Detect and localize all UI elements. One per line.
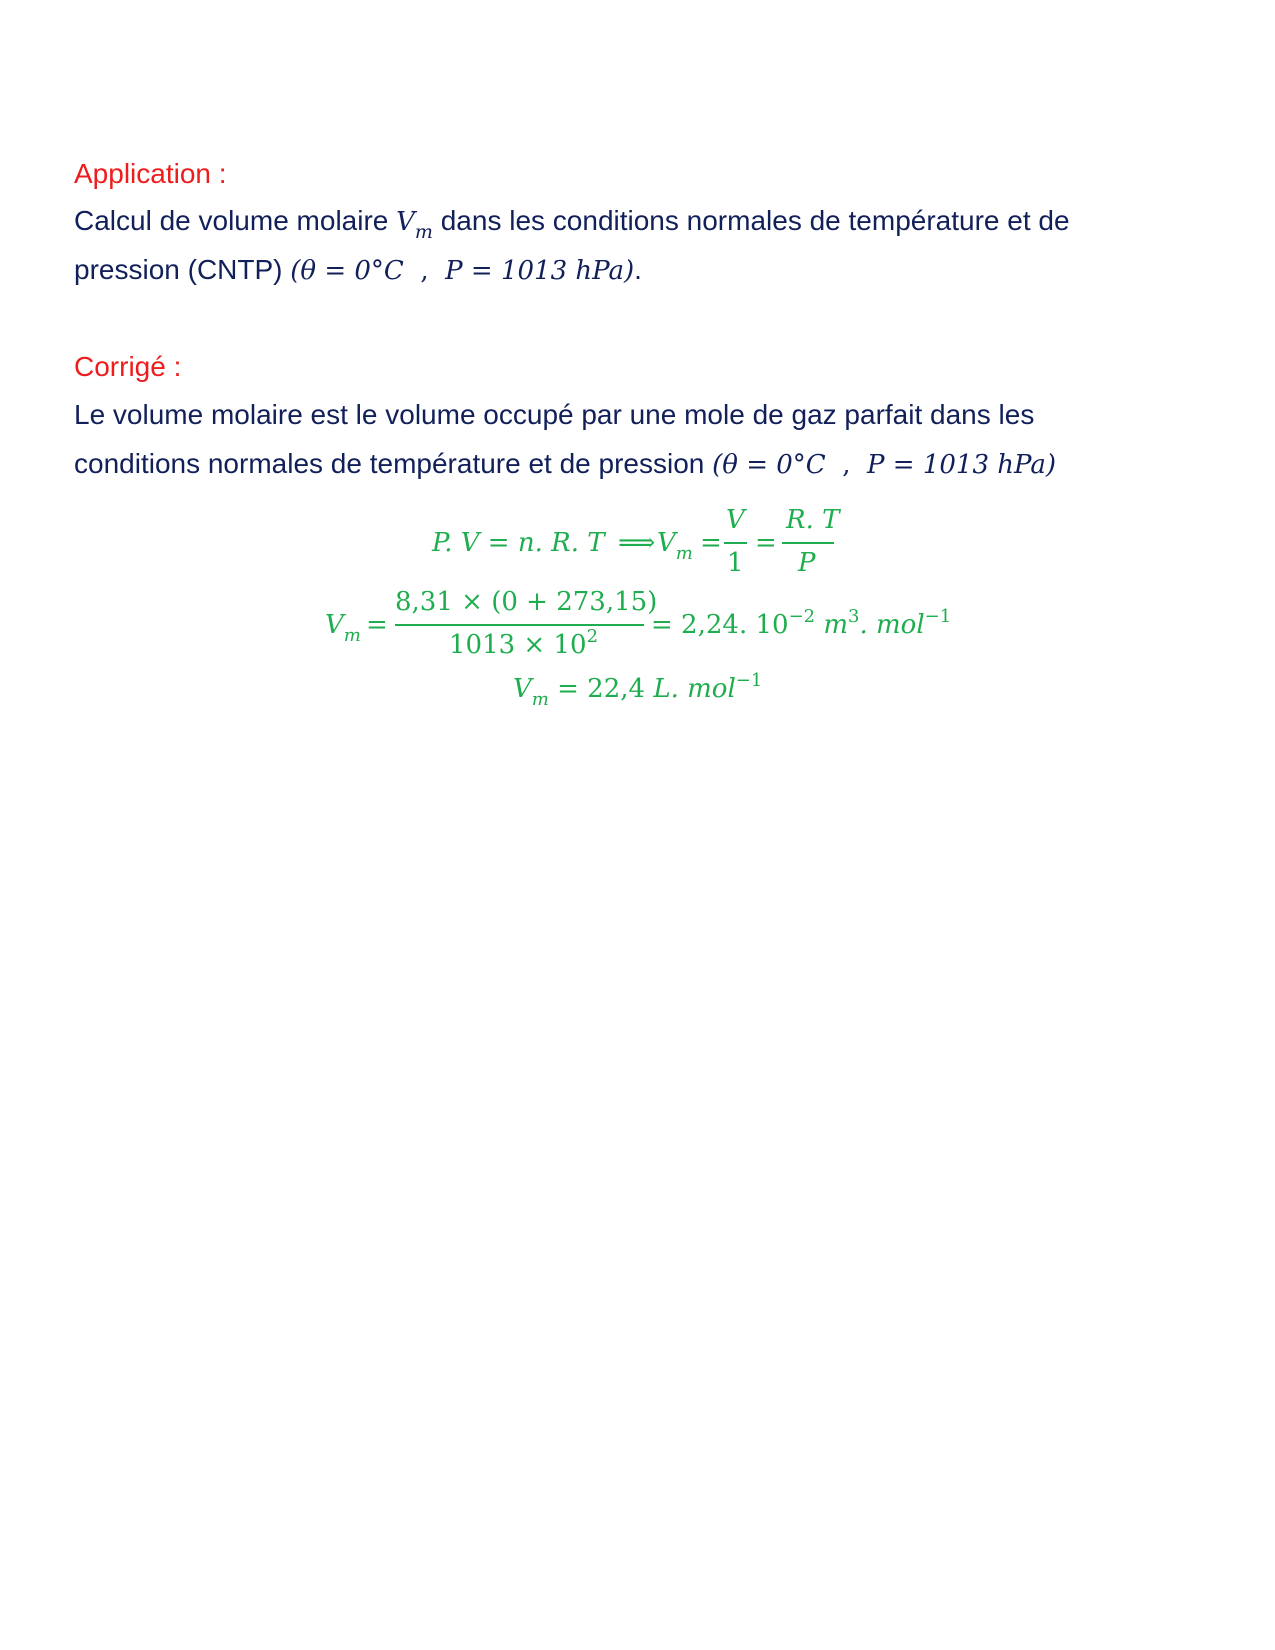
application-line-1-text-b: dans les conditions normales de température et de [432, 205, 1070, 236]
eq2-unit-m: m [815, 610, 849, 640]
eq2-unit-mol: . mol [859, 610, 925, 640]
ideal-gas-law: P. V = n. R. T [432, 528, 605, 558]
eq2-denominator [449, 626, 599, 660]
eq1-frac1-denominator: 1 [727, 548, 744, 578]
eq2-denominator-exponent: 2 [586, 626, 599, 647]
eq1-vm-subscript: m [675, 543, 693, 564]
eq2-unit-mol-exponent: −1 [924, 606, 952, 627]
eq1-equals-1: = [700, 528, 722, 558]
eq3-vm-subscript: m [531, 689, 549, 710]
eq3-unit: L. mol [653, 674, 736, 704]
application-line-2 [74, 256, 642, 284]
application-line-2-text: pression (CNTP) [74, 254, 291, 285]
eq2-vm-symbol: V [325, 610, 344, 640]
eq2-fraction-bar [395, 624, 644, 626]
eq2-denominator-base: 1013 × 10 [449, 630, 587, 660]
eq3-unit-exponent: −1 [735, 670, 763, 691]
eq3-final-result [513, 670, 763, 710]
corrige-line-2-text: conditions normales de température et de pression [74, 448, 713, 479]
vm-subscript: m [414, 221, 433, 243]
eq2-vm [325, 610, 361, 646]
eq2-result-value: = 2,24. 10 [651, 610, 789, 640]
theta-condition: (θ = 0°C [290, 256, 404, 286]
eq1-equals-2: = [755, 528, 777, 558]
eq2-numerator: 8,31 × (0 + 273,15) [395, 587, 658, 617]
eq1-frac2-numerator: R. T [786, 505, 840, 535]
vm-symbol: V [396, 207, 415, 237]
corrige-line-1: Le volume molaire est le volume occupé par une mole de gaz parfait dans les [74, 399, 1035, 430]
application-line-2-end: . [634, 254, 642, 285]
eq1-frac1-bar [724, 542, 747, 544]
eq1-frac2-denominator: P [798, 548, 816, 578]
application-line-1-text-a: Calcul de volume molaire [74, 205, 397, 236]
application-heading: Application : [74, 158, 227, 189]
corrige-heading: Corrigé : [74, 351, 182, 382]
eq2-result-exponent: −2 [788, 606, 816, 627]
condition-separator: , [403, 256, 446, 286]
pressure-condition: P = 1013 hPa) [445, 256, 635, 286]
eq2-equals: = [366, 610, 388, 640]
eq1-frac2-bar [782, 542, 834, 544]
eq1-vm [657, 528, 693, 564]
eq1-vm-symbol: V [657, 528, 676, 558]
eq2-vm-subscript: m [343, 625, 361, 646]
eq2-unit-m-exponent: 3 [848, 606, 860, 627]
application-line-1 [74, 205, 1070, 243]
corrige-theta-condition: (θ = 0°C [712, 450, 826, 480]
corrige-condition-separator: , [825, 450, 868, 480]
implies-arrow: ⟹ [618, 528, 656, 558]
eq1-frac1-numerator: V [726, 505, 745, 535]
corrige-pressure-condition: P = 1013 hPa) [867, 450, 1056, 480]
corrige-line-2 [74, 450, 1056, 478]
eq2-result [651, 606, 952, 640]
eq3-value: = 22,4 [548, 674, 654, 704]
eq3-vm-symbol: V [513, 674, 532, 704]
